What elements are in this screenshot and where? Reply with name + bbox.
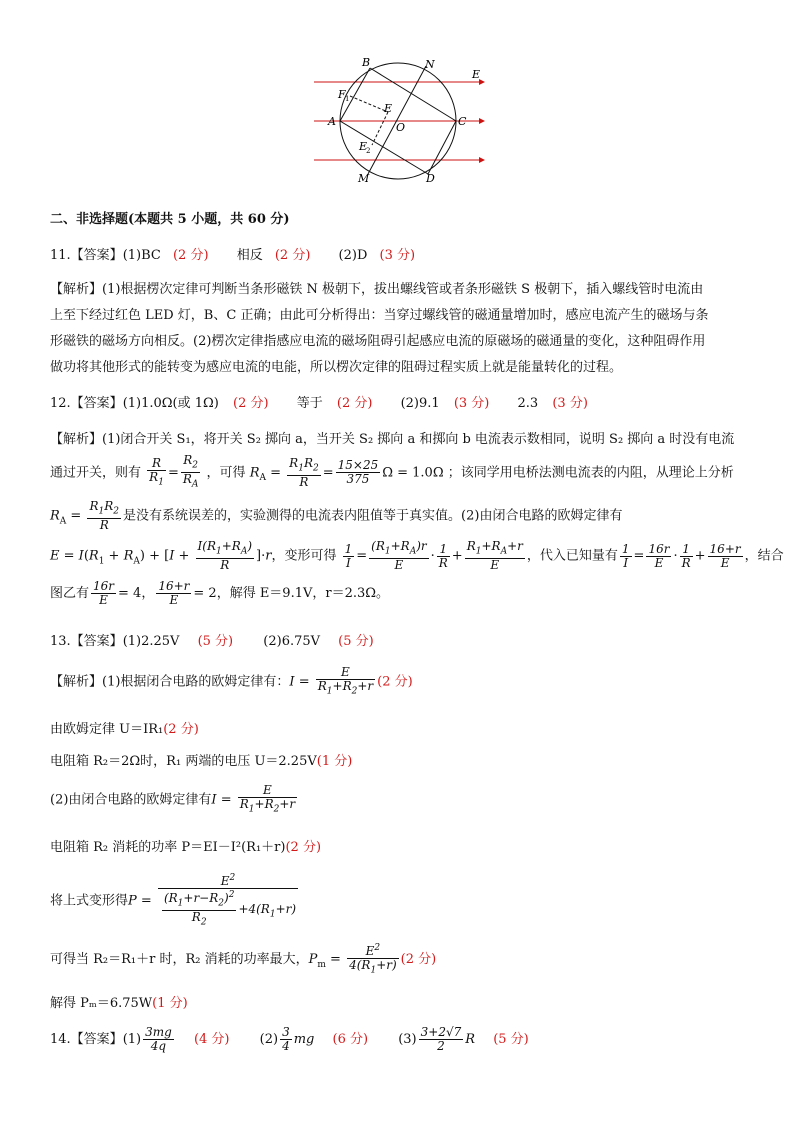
svg-text:F: F [338, 88, 346, 101]
svg-text:B: B [362, 56, 371, 69]
dashed-F1 [350, 96, 388, 112]
svg-text:E: E [359, 140, 368, 153]
q13-a8: 解得 Pₘ＝6.75W(1 分) [50, 996, 188, 1011]
q13-answer: 13.【答案】(1)2.25V (5 分) (2)6.75V (5 分) [50, 634, 374, 649]
q12-analysis-5: 图乙有 $\frac{16r}{E}$ = 4， $\frac{16+r}{E}$ = 2，解得 E＝9.1V，r＝2.3Ω。 [50, 579, 390, 607]
svg-text:D: D [426, 172, 435, 185]
svg-text:A: A [328, 115, 336, 128]
q13-a6: 将上式变形得P = $E^2$ $\frac{(R_1+r-R_2)^2}{R_2}$ $+4(R_1+r)$ [50, 873, 297, 928]
q13-a5: 电阻箱 R₂ 消耗的功率 P＝EI－I²(R₁＋r)(2 分) [50, 840, 322, 855]
q13-a3: 电阻箱 R₂＝2Ω时，R₁ 两端的电压 U＝2.25V(1 分) [50, 754, 353, 769]
q11-analysis-2: 上至下经过红色 LED 灯，B、C 正确；由此可分析得出：当穿过螺线管的磁通量增加时，感应电流产生的磁场与条 [50, 308, 709, 323]
q12-analysis-1: 【解析】(1)闭合开关 S₁，将开关 S₂ 掷向 a，当开关 S₂ 掷向 a 和掷向 b 电流表示数相同，说明 S₂ 掷向 a 时没有电流 [50, 432, 735, 447]
q13-a7: 可得当 R₂＝R₁＋r 时，R₂ 消耗的功率最大，$P_m$ = $\frac{E^2}{4(R_1+r)}$ (2 分) [50, 943, 437, 976]
svg-text:1: 1 [345, 95, 350, 103]
svg-text:C: C [458, 115, 467, 128]
svg-text:E: E [472, 68, 481, 81]
q12-answer: 12.【答案】(1)1.0Ω(或 1Ω) (2 分) 等于 (2 分) (2)9.1 (3 分) 2.3 (3 分) [50, 396, 588, 411]
q12-analysis-2: 通过开关，则有 $\frac{R}{R_1}$ = $\frac{R_2}{R_A}$ ，可得 $R_A$ = $\frac{R_1R_2}{R}$ = $\frac{15\times 25}{375}$ Ω = 1.0Ω ；该同学用电桥法测电流表的内阻，从理论上分析 [50, 453, 734, 490]
q12-analysis-3: $R_A$ = $\frac{R_1R_2}{R}$ 是没有系统误差的，实验测得的电流表内阻值等于真实值。(2)由闭合电路的欧姆定律有 [50, 499, 623, 533]
svg-text:M: M [358, 172, 370, 185]
svg-text:2: 2 [366, 147, 371, 155]
svg-text:O: O [396, 121, 406, 134]
q13-a2: 由欧姆定律 U＝IR₁(2 分) [50, 722, 199, 737]
q11-analysis-3: 形磁铁的磁场方向相反。(2)楞次定律指感应电流的磁场阻碍引起感应电流的原磁场的磁通量的变化，这种阻碍作用 [50, 334, 706, 349]
svg-text:N: N [425, 58, 435, 71]
q12-analysis-4: $E = I(R_1 + R_A) + [I$ + $\frac{I(R_1+R_A)}{R}$ ]·r，变形可得 $\frac{1}{I}$ = $\frac{(R_1+R_A)r}{E}$ · $\frac{1}{R}$ + $\frac{R_1+R_A+r}{E}$ ，代入已知量有 $\frac{1}{I}$ = $\frac{16r}{E}$ · $\frac{1}{R}$ + $\frac{16+r}{E}$ ，结合 [50, 539, 784, 573]
circle-field-diagram [300, 50, 500, 190]
q13-a1: 【解析】(1)根据闭合电路的欧姆定律有：I = $\frac{E}{R_1+R_2+r}$ (2 分) [50, 665, 413, 697]
q11-answer: 11.【答案】(1)BC (2 分) 相反 (2 分) (2)D (3 分) [50, 248, 416, 263]
dashed-E2 [372, 112, 388, 145]
q11-analysis-4: 做功将其他形式的能转变为感应电流的电能，所以楞次定律的阻碍过程实质上就是能量转化的过程。 [50, 360, 623, 375]
section-title: 二、非选择题(本题共 5 小题，共 60 分) [50, 212, 290, 227]
q14-answer: 14.【答案】(1) $\frac{3mg}{4q}$ (4 分) (2) $\frac{3}{4}$ mg (6 分) (3) $\frac{3+2√7}{2}$ R (5 分) [50, 1025, 529, 1053]
q13-a4: (2)由闭合电路的欧姆定律有I = $\frac{E}{R_1+R_2+r}$ [50, 783, 296, 815]
q11-analysis-1: 【解析】(1)根据楞次定律可判断当条形磁铁 N 极朝下，拔出螺线管或者条形磁铁 S 极朝下，插入螺线管时电流由 [50, 282, 704, 297]
svg-text:E: E [384, 102, 393, 115]
